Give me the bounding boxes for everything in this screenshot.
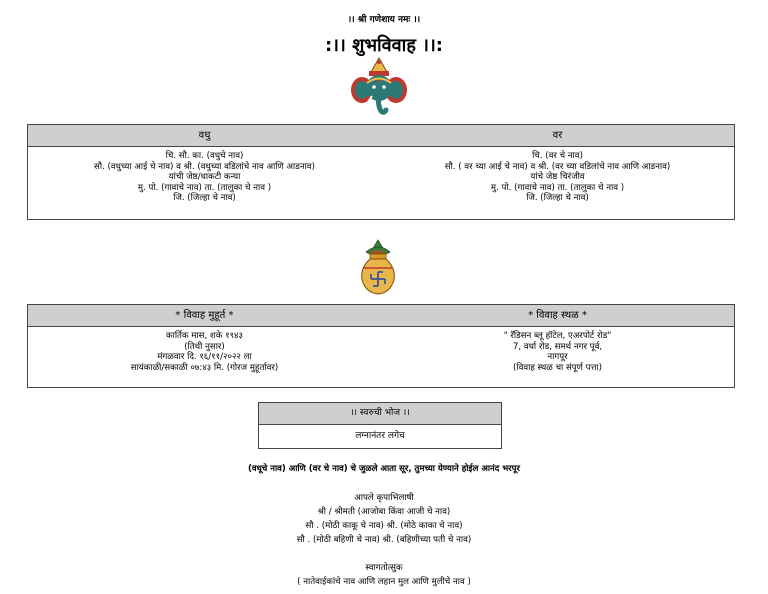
groom-details xyxy=(381,147,734,204)
ganesha-icon xyxy=(350,56,408,118)
reception-text: लग्नानंतर लगेच xyxy=(355,431,405,441)
venue-note: (विवाह स्थळ चा संपूर्ण पत्ता) xyxy=(512,362,603,373)
invitees-heading: आपले कृपाभिलाषी xyxy=(354,493,414,503)
couple-table xyxy=(27,124,735,220)
invitee-line: सौ . (मोठी काकू चे नाव) श्री. (मोठे काका चे नाव) xyxy=(305,521,463,531)
muhurat-date: मंगळवार दि. १६/११/२०२२ ला xyxy=(157,352,252,363)
venue-name: " रॅडिसन ब्लू हॉटेल, एअरपोर्ट रोड" xyxy=(503,331,612,341)
greeters-heading: स्वागतोत्सुक xyxy=(365,563,403,573)
couple-table-header xyxy=(28,125,734,147)
muhurat-time: सायंकाळी/सकाळी ०७:४३ मि. (गोरज मुहूर्तावर) xyxy=(130,362,279,373)
reception-heading: ।। स्वरुची भोज ।। xyxy=(350,408,410,418)
bride-heading: वधु xyxy=(198,130,211,141)
bride-parents: सौ. (वधुच्या आई चे नाव) व श्री. (वधुच्या वडिलांचे नाव आणि आडनाव) xyxy=(94,161,315,172)
ceremony-table-header xyxy=(28,305,734,327)
welcome-line: (वधूचे नाव) आणि (वर चे नाव) चे जुळले आता सूर, तुमच्या येण्याने होईल आनंद भरपूर xyxy=(248,464,520,474)
invitee-line: श्री / श्रीमती (आजोबा किंवा आजी चे नाव) xyxy=(317,507,451,517)
muhurat-heading: * विवाह मुहूर्त * xyxy=(175,310,234,321)
greeters-line: ( नातेवाईकांचे नाव आणि लहान मुल आणि मुलीचे नाव ) xyxy=(297,577,471,587)
muhurat-tithi: (तिथी नुसार) xyxy=(184,341,225,352)
kalash-icon xyxy=(356,238,400,296)
groom-heading: वर xyxy=(552,130,563,141)
venue-details xyxy=(381,327,734,373)
ceremony-table xyxy=(27,304,735,388)
reception-box xyxy=(258,402,502,449)
bride-relation: यांची जेष्ठ/धाकटी कन्या xyxy=(168,172,241,183)
bride-village: मु. पो. (गावाचे नाव) ता. (तालुका चे नाव ) xyxy=(137,182,272,193)
bride-district: जि. (जिल्हा चे नाव) xyxy=(173,193,236,204)
groom-district: जि. (जिल्हा चे नाव) xyxy=(526,193,589,204)
invitee-line: सौ . (मोठी बहिणी चे नाव) श्री. (बहिणीच्या पती चे नाव) xyxy=(296,535,472,545)
groom-name: चि. (वर चे नाव) xyxy=(532,151,583,161)
muhurat-month: कार्तिक मास, शके १९४३ xyxy=(166,331,243,341)
groom-relation: यांचे जेष्ठ चिरंजीव xyxy=(530,172,585,183)
page-title: :।। शुभविवाह ।।: xyxy=(324,35,443,56)
greeters-block xyxy=(0,561,768,589)
bride-name: चि. सौ. का. (वधुचे नाव) xyxy=(165,151,244,161)
muhurat-details xyxy=(28,327,381,373)
invitees-block xyxy=(0,491,768,547)
reception-header xyxy=(259,403,501,425)
venue-heading: * विवाह स्थळ * xyxy=(528,310,587,321)
groom-parents: सौ. ( वर च्या आई चे नाव) व श्री. (वर च्या वडिलांचे नाव आणि आडनाव) xyxy=(444,161,671,172)
bride-details xyxy=(28,147,381,204)
groom-village: मु. पो. (गावाचे नाव) ता. (तालुका चे नाव ) xyxy=(490,182,625,193)
invocation-text: ।। श्री गणेशाय नमः ।। xyxy=(347,15,421,25)
venue-street: 7, वर्धा रोड, समर्थ नगर पूर्व, xyxy=(512,341,603,352)
venue-city: नागपूर xyxy=(547,352,568,363)
